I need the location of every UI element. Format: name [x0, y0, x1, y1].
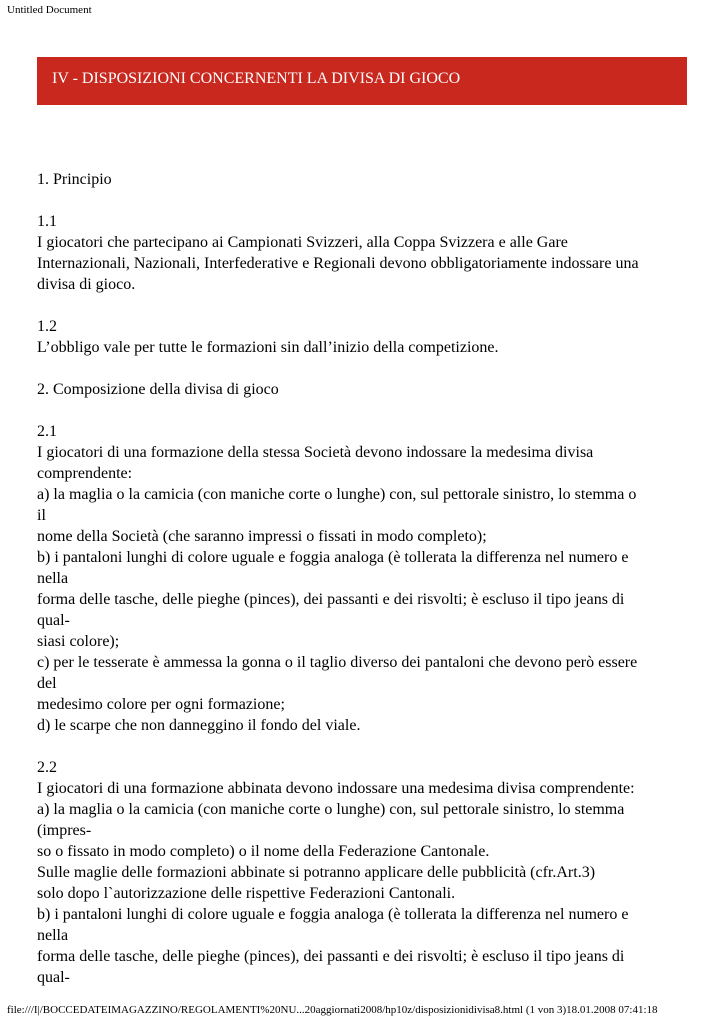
- text-line: nella: [37, 570, 69, 587]
- text-line: a) la maglia o la camicia (con maniche corte o lunghe) con, sul pettorale sinistro, lo stemma o: [37, 486, 637, 503]
- document-title: Untitled Document: [7, 4, 92, 16]
- text-line: (impres-: [37, 822, 92, 839]
- text-line: Sulle maglie delle formazioni abbinate si potranno applicare delle pubblicità (cfr.Art.3): [37, 864, 596, 881]
- regulation-body: [37, 169, 687, 988]
- text-line: nome della Società (che saranno impressi o fissati in modo completo);: [37, 528, 487, 545]
- text-line: b) i pantaloni lunghi di colore uguale e foggia analoga (è tollerata la differenza nel numero e: [37, 549, 629, 566]
- text-line: c) per le tesserate è ammessa la gonna o il taglio diverso dei pantaloni che devono però essere: [37, 654, 638, 671]
- text-line: 1.2: [37, 318, 57, 335]
- paragraph-gap: [37, 736, 687, 757]
- text-line: qual-: [37, 612, 70, 629]
- section-title-banner: [37, 57, 687, 105]
- text-line: comprendente:: [37, 465, 133, 482]
- text-line: 2. Composizione della divisa di gioco: [37, 381, 279, 398]
- text-line: I giocatori di una formazione abbinata devono indossare una medesima divisa comprendente:: [37, 780, 635, 797]
- paragraph-gap: [37, 358, 687, 379]
- text-line: I giocatori di una formazione della stessa Società devono indossare la medesima divisa: [37, 444, 594, 461]
- text-line: medesimo colore per ogni formazione;: [37, 696, 285, 713]
- text-line: 1. Principio: [37, 171, 112, 188]
- text-line: 2.2: [37, 759, 57, 776]
- text-line: solo dopo l`autorizzazione delle rispettive Federazioni Cantonali.: [37, 885, 456, 902]
- text-line: divisa di gioco.: [37, 276, 136, 293]
- text-line: a) la maglia o la camicia (con maniche corte o lunghe) con, sul pettorale sinistro, lo stemma: [37, 801, 625, 818]
- text-line: forma delle tasche, delle pieghe (pinces), dei passanti e dei risvolti; è escluso il tipo jeans di: [37, 948, 625, 965]
- text-line: 2.1: [37, 423, 57, 440]
- section-title: IV - DISPOSIZIONI CONCERNENTI LA DIVISA DI GIOCO: [52, 70, 461, 87]
- paragraph-gap: [37, 400, 687, 421]
- text-line: 1.1: [37, 213, 57, 230]
- paragraph-gap: [37, 190, 687, 211]
- text-line: il: [37, 507, 46, 524]
- file-path-footer: file:///I|/BOCCEDATEIMAGAZZINO/REGOLAMENTI%20NU...20aggiornati2008/hp10z/disposizionidivisa8.html (1 von 3)18.01.2008 07:41:18: [7, 1004, 658, 1016]
- text-line: so o fissato in modo completo) o il nome della Federazione Cantonale.: [37, 843, 490, 860]
- text-line: I giocatori che partecipano ai Campionati Svizzeri, alla Coppa Svizzera e alle Gare: [37, 234, 568, 251]
- text-line: nella: [37, 927, 69, 944]
- text-line: qual-: [37, 969, 70, 986]
- text-line: L’obbligo vale per tutte le formazioni sin dall’inizio della competizione.: [37, 339, 499, 356]
- text-line: Internazionali, Nazionali, Interfederative e Regionali devono obbligatoriamente indossare una: [37, 255, 639, 272]
- text-line: b) i pantaloni lunghi di colore uguale e foggia analoga (è tollerata la differenza nel numero e: [37, 906, 629, 923]
- paragraph-gap: [37, 295, 687, 316]
- text-line: forma delle tasche, delle pieghe (pinces), dei passanti e dei risvolti; è escluso il tipo jeans di: [37, 591, 625, 608]
- text-line: del: [37, 675, 57, 692]
- text-line: d) le scarpe che non danneggino il fondo del viale.: [37, 717, 361, 734]
- text-line: siasi colore);: [37, 633, 120, 650]
